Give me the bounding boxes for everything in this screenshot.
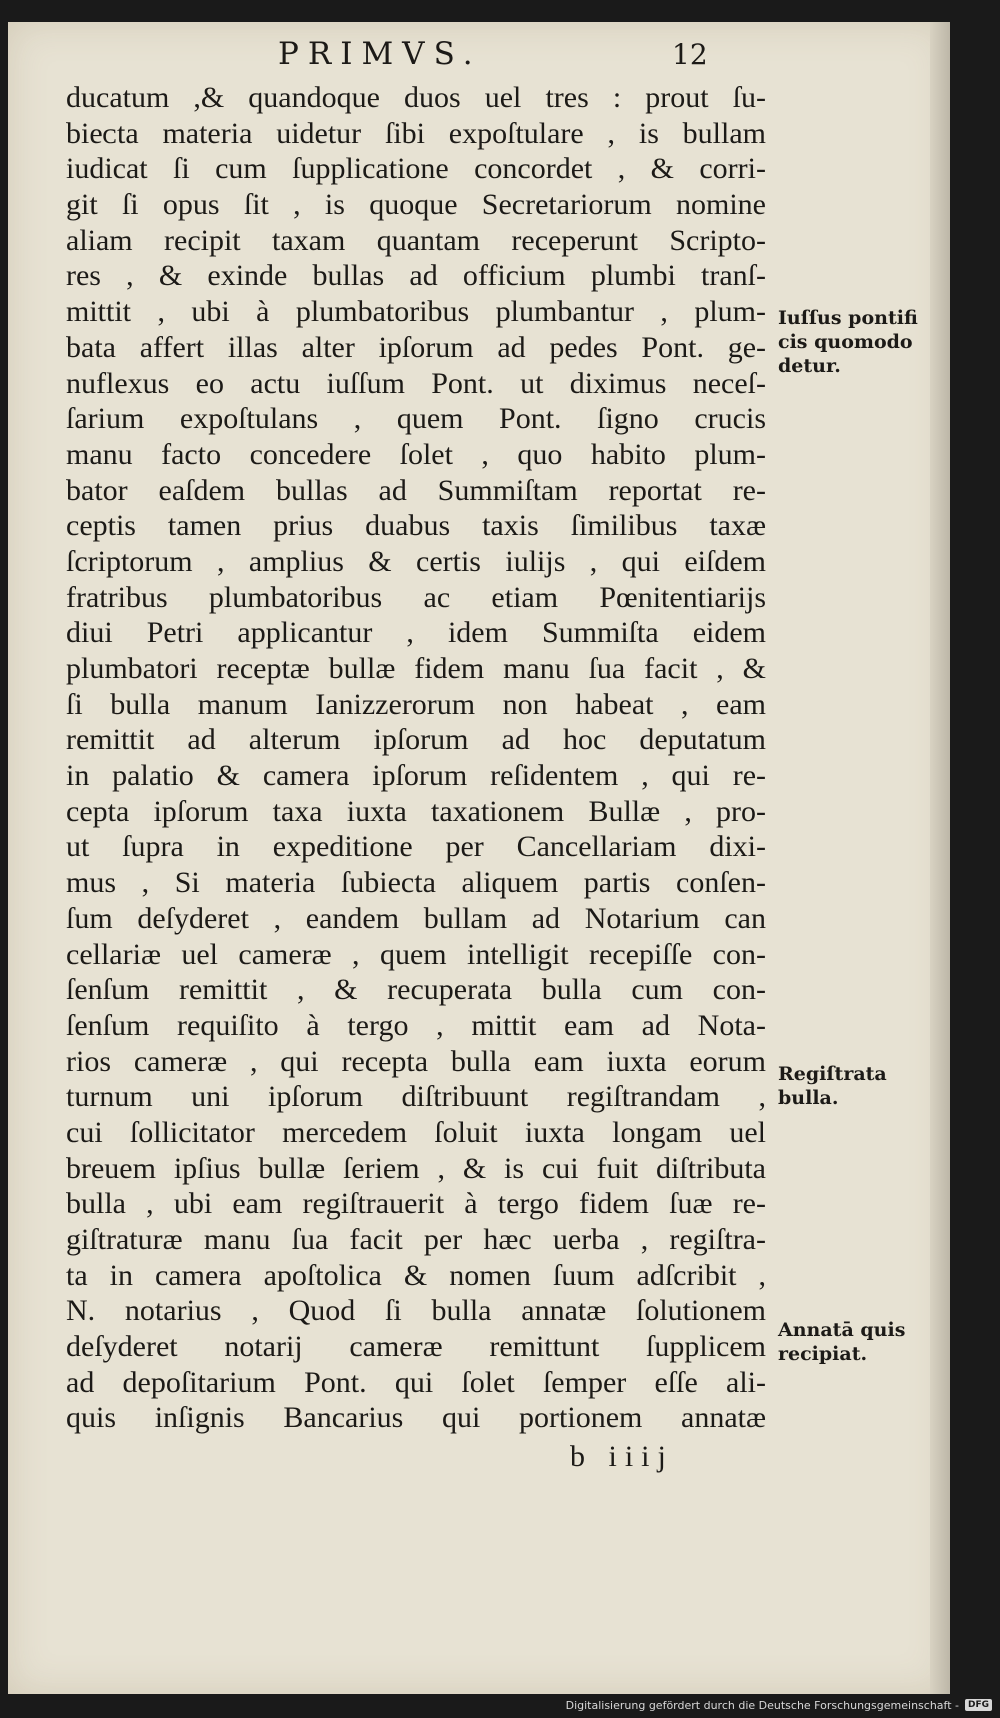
text-line: ta in camera apoſtolica & nomen ſuum adſcribit ,	[66, 1258, 766, 1292]
text-line: res , & exinde bullas ad officium plumbi tranſ-	[66, 259, 766, 293]
text-line: bulla , ubi eam regiſtrauerit à tergo fidem ſuæ re-	[66, 1187, 766, 1221]
text-line: cui ſollicitator mercedem ſoluit iuxta longam uel	[66, 1115, 766, 1149]
text-line: ſarium expoſtulans , quem Pont. ſigno crucis	[66, 402, 766, 436]
text-line: ſum deſyderet , eandem bullam ad Notarium can	[66, 901, 766, 935]
text-line: in palatio & camera ipſorum reſidentem , qui re-	[66, 759, 766, 793]
text-line: manu facto concedere ſolet , quo habito plum-	[66, 437, 766, 471]
marginal-note-line: Annatā quis	[778, 1319, 906, 1341]
running-title: PRIMVS.	[278, 36, 482, 72]
text-line: diui Petri applicantur , idem Summiſta eidem	[66, 616, 766, 650]
text-line: breuem ipſius bullæ ſeriem , & is cui fuit diſtributa	[66, 1151, 766, 1185]
text-line: cellariæ uel cameræ , quem intelligit recepiſſe con-	[66, 937, 766, 971]
marginal-note-line: bulla.	[778, 1087, 839, 1109]
dfg-logo-icon: DFG	[965, 1699, 992, 1711]
text-line: bator eaſdem bullas ad Summiſtam reportat re-	[66, 473, 766, 507]
text-line: N. notarius , Quod ſi bulla annatæ ſolutionem	[66, 1294, 766, 1328]
text-line: turnum uni ipſorum diſtribuunt regiſtrandam ,	[66, 1080, 766, 1114]
text-line: git ſi opus ſit , is quoque Secretariorum nomine	[66, 188, 766, 222]
text-line: aliam recipit taxam quantam receperunt Scripto-	[66, 223, 766, 257]
digitization-footer	[566, 1696, 992, 1714]
text-line: cepta ipſorum taxa iuxta taxationem Bullæ , pro-	[66, 794, 766, 828]
signature-mark: b iiij	[570, 1440, 674, 1473]
text-line: ceptis tamen prius duabus taxis ſimilibus taxæ	[66, 509, 766, 543]
text-line: ſenſum remittit , & recuperata bulla cum con-	[66, 973, 766, 1007]
main-text-block	[66, 80, 766, 1436]
marginal-note-line: cis quomodo	[778, 331, 913, 353]
marginal-note-line: Iuſſus pontifi	[778, 307, 918, 329]
text-line: deſyderet notarij cameræ remittunt ſupplicem	[66, 1330, 766, 1364]
text-line: remittit ad alterum ipſorum ad hoc deputatum	[66, 723, 766, 757]
text-line: plumbatori receptæ bullæ fidem manu ſua facit , &	[66, 652, 766, 685]
text-line: fratribus plumbatoribus ac etiam Pœnitentiarijs	[66, 580, 766, 614]
text-line: bieᴄta materia uidetur ſibi expoſtulare , is bullam	[66, 116, 766, 150]
text-line: mus , Si materia ſubiecta aliquem partis conſen-	[66, 866, 766, 900]
page-number: 12	[672, 38, 708, 71]
marginal-note-iussus	[778, 306, 938, 378]
text-line: mittit , ubi à plumbatoribus plumbantur , plum-	[66, 295, 766, 329]
text-line: iudicat ſi cum ſupplicatione concordet , & corri-	[66, 152, 766, 186]
text-line: bata affert illas alter ipſorum ad pedes Pont. ge-	[66, 330, 766, 364]
text-line: ut ſupra in expeditione per Cancellariam dixi-	[66, 830, 766, 864]
marginal-note-line: detur.	[778, 355, 841, 377]
text-line: nuflexus eo actu iuſſum Pont. ut diximus neceſ-	[66, 366, 766, 400]
text-line: rios cameræ , qui recepta bulla eam iuxta eorum	[66, 1044, 766, 1078]
marginal-note-line: recipiat.	[778, 1343, 868, 1365]
marginal-note-line: Regiſtrata	[778, 1063, 887, 1085]
marginal-note-registrata	[778, 1062, 938, 1110]
footer-credit: Digitalisierung gefördert durch die Deutsche Forschungsgemeinschaft -	[565, 1698, 959, 1712]
text-line: ſi bulla manum Ianizzerorum non habeat , eam	[66, 687, 766, 721]
text-line: ad depoſitarium Pont. qui ſolet ſemper eſſe ali-	[66, 1365, 766, 1399]
text-line: ducatum ,& quandoque duos uel tres : prout ſu-	[66, 81, 766, 114]
text-line: giſtraturæ manu ſua facit per hæc uerba , regiſtra-	[66, 1223, 766, 1256]
text-line: quis inſignis Bancarius qui portionem annatæ	[66, 1401, 766, 1435]
page-edge	[930, 22, 950, 1694]
marginal-note-annata	[778, 1318, 938, 1366]
running-head	[60, 36, 760, 76]
text-line: ſenſum requiſito à tergo , mittit eam ad Nota-	[66, 1008, 766, 1042]
text-line: ſcriptorum , amplius & certis iulijs , qui eiſdem	[66, 544, 766, 578]
